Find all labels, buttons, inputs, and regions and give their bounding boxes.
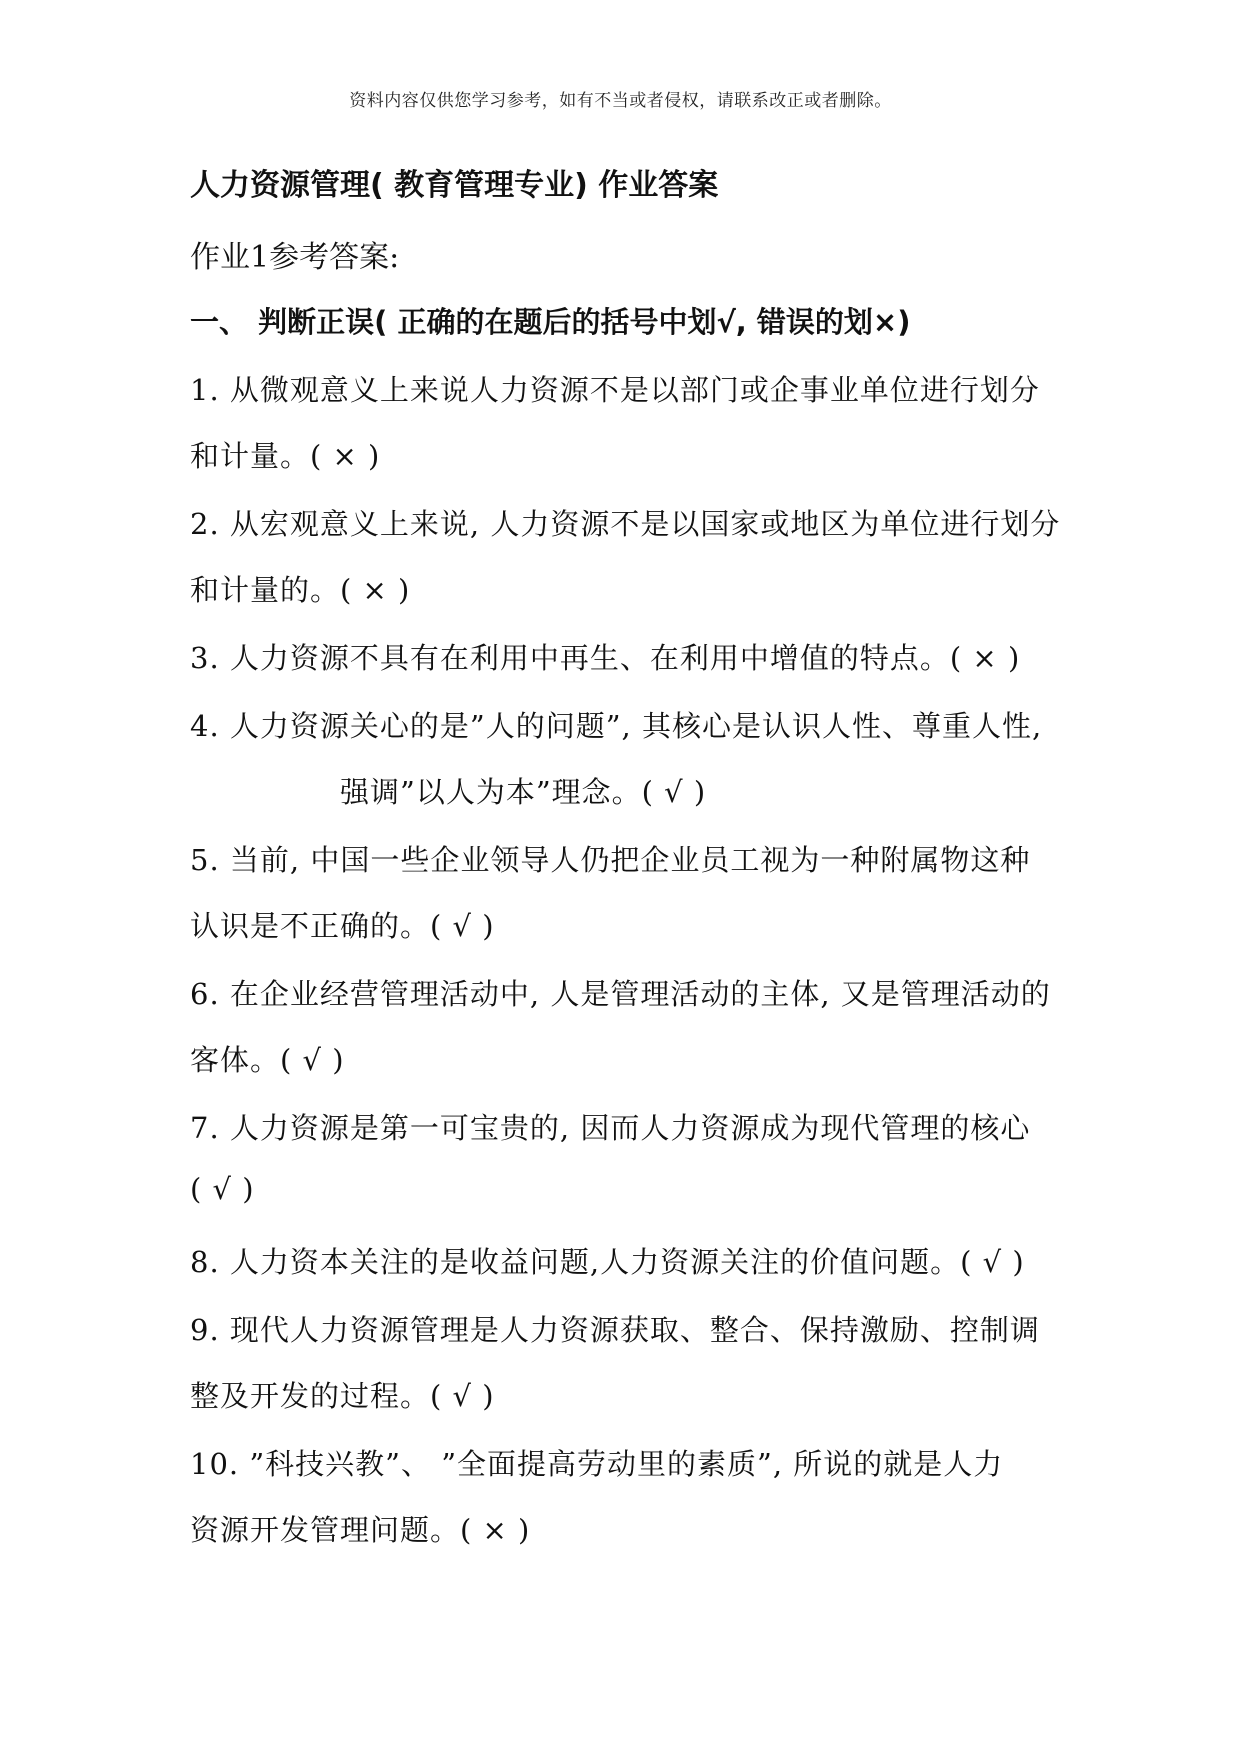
question-5-line-2: 认识是不正确的。( √ ) — [190, 909, 495, 943]
question-6-line-2: 客体。( √ ) — [190, 1043, 345, 1077]
header-disclaimer: 资料内容仅供您学习参考，如有不当或者侵权，请联系改正或者删除。 — [349, 91, 892, 111]
question-9-line-1: 9. 现代人力资源管理是人力资源获取、整合、保持激励、控制调 — [190, 1313, 1040, 1347]
question-1-line-1: 1. 从微观意义上来说人力资源不是以部门或企事业单位进行划分 — [190, 373, 1040, 407]
question-10-line-1: 10. ”科技兴教”、 ”全面提高劳动里的素质”, 所说的就是人力 — [190, 1447, 1004, 1481]
assignment-subtitle: 作业1参考答案: — [190, 240, 400, 275]
question-6-line-1: 6. 在企业经营管理活动中, 人是管理活动的主体, 又是管理活动的 — [190, 977, 1051, 1011]
question-1-line-2: 和计量。( × ) — [190, 439, 381, 473]
question-4-line-2: 强调”以人为本”理念。( √ ) — [340, 775, 707, 809]
question-4-line-1: 4. 人力资源关心的是”人的问题”, 其核心是认识人性、尊重人性, — [190, 709, 1043, 743]
document-title: 人力资源管理( 教育管理专业) 作业答案 — [190, 168, 719, 203]
question-3-line-1: 3. 人力资源不具有在利用中再生、在利用中增值的特点。( × ) — [190, 641, 1021, 675]
question-10-line-2: 资源开发管理问题。( × ) — [190, 1513, 531, 1547]
section-heading: 一、 判断正误( 正确的在题后的括号中划√, 错误的划×) — [190, 305, 911, 339]
question-5-line-1: 5. 当前, 中国一些企业领导人仍把企业员工视为一种附属物这种 — [190, 843, 1031, 877]
question-2-line-1: 2. 从宏观意义上来说, 人力资源不是以国家或地区为单位进行划分 — [190, 507, 1061, 541]
question-7-line-1: 7. 人力资源是第一可宝贵的, 因而人力资源成为现代管理的核心 — [190, 1111, 1031, 1145]
question-7-line-2: ( √ ) — [190, 1172, 255, 1206]
question-2-line-2: 和计量的。( × ) — [190, 573, 411, 607]
question-9-line-2: 整及开发的过程。( √ ) — [190, 1379, 495, 1413]
question-8-line-1: 8. 人力资本关注的是收益问题,人力资源关注的价值问题。( √ ) — [190, 1245, 1025, 1279]
